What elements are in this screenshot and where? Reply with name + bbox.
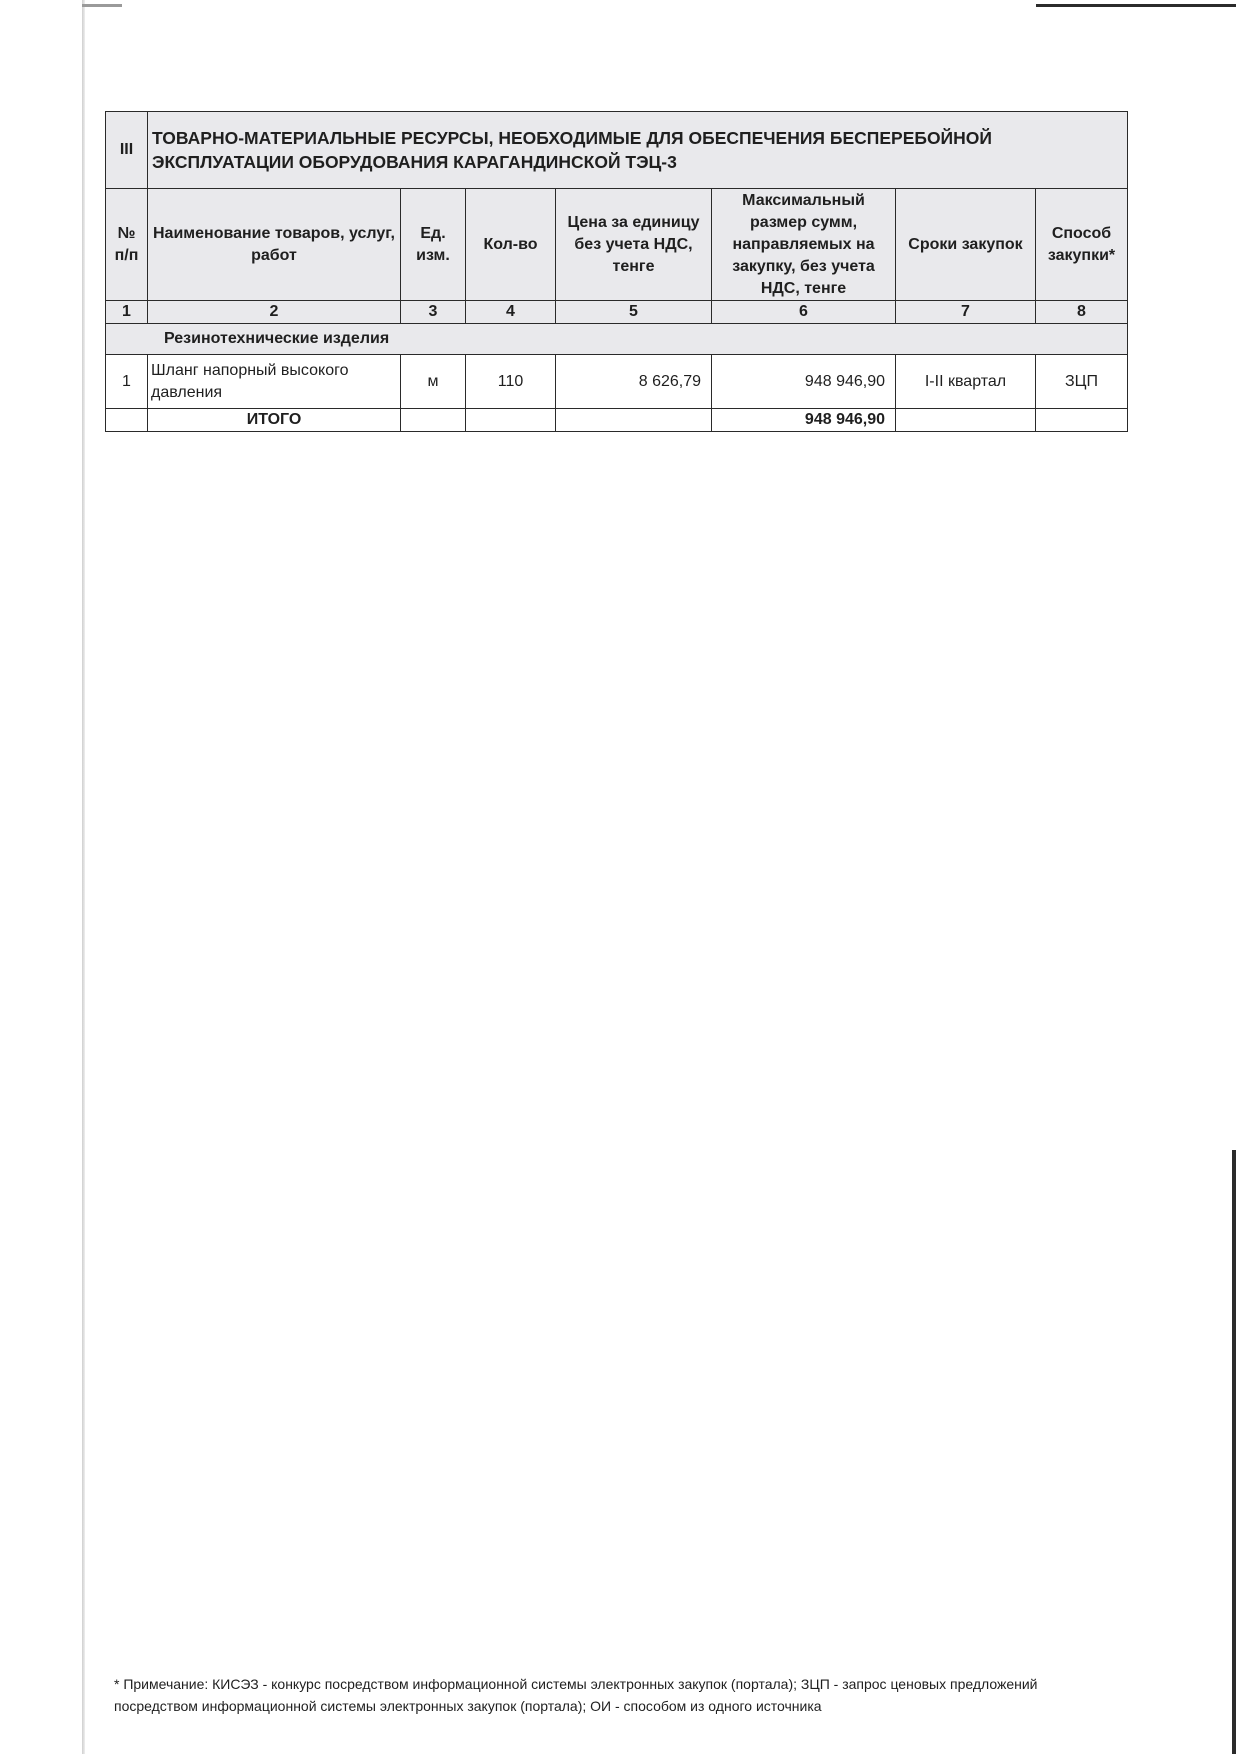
column-number: 6 (712, 301, 896, 324)
column-number: 1 (106, 301, 148, 324)
header-max-amount: Максимальный размер сумм, направляемых на закупку, без учета НДС, тенге (712, 189, 896, 301)
scan-top-rule (1036, 4, 1236, 7)
row-total: 948 946,90 (712, 355, 896, 409)
footnote: * Примечание: КИСЭЗ - конкурс посредством информационной системы электронных закупок (портала); ЗЦП - запрос ценовых предложений посредством информационной системы электронных закупок (портала); ОИ - способом из одного источника (114, 1676, 1038, 1714)
row-unit: м (401, 355, 466, 409)
scan-left-edge (82, 0, 85, 1754)
column-number: 2 (148, 301, 401, 324)
total-empty-cell (896, 409, 1036, 432)
column-number-row (106, 301, 1128, 324)
table-row (106, 355, 1128, 409)
group-title: Резинотехнические изделия (106, 324, 1128, 355)
column-number: 4 (466, 301, 556, 324)
procurement-table (105, 111, 1128, 432)
row-price: 8 626,79 (556, 355, 712, 409)
total-amount: 948 946,90 (712, 409, 896, 432)
scan-top-mark (82, 4, 122, 7)
group-row (106, 324, 1128, 355)
total-row (106, 409, 1128, 432)
section-header-row (106, 112, 1128, 189)
header-qty: Кол-во (466, 189, 556, 301)
column-number: 3 (401, 301, 466, 324)
header-price: Цена за единицу без учета НДС, тенге (556, 189, 712, 301)
column-number: 5 (556, 301, 712, 324)
header-method: Способ закупки* (1036, 189, 1128, 301)
section-title: ТОВАРНО-МАТЕРИАЛЬНЫЕ РЕСУРСЫ, НЕОБХОДИМЫЕ ДЛЯ ОБЕСПЕЧЕНИЯ БЕСПЕРЕБОЙНОЙ ЭКСПЛУАТАЦИИ ОБОРУДОВАНИЯ КАРАГАНДИНСКОЙ ТЭЦ-3 (148, 112, 1128, 189)
header-unit: Ед. изм. (401, 189, 466, 301)
column-number: 7 (896, 301, 1036, 324)
row-name: Шланг напорный высокого давления (148, 355, 401, 409)
header-period: Сроки закупок (896, 189, 1036, 301)
header-name: Наименование товаров, услуг, работ (148, 189, 401, 301)
total-empty-cell (1036, 409, 1128, 432)
scan-right-edge (1232, 1150, 1236, 1754)
total-empty-cell (466, 409, 556, 432)
row-period: I-II квартал (896, 355, 1036, 409)
section-number: III (106, 112, 148, 189)
total-empty-cell (401, 409, 466, 432)
row-qty: 110 (466, 355, 556, 409)
total-empty-cell (106, 409, 148, 432)
column-number: 8 (1036, 301, 1128, 324)
total-label: ИТОГО (148, 409, 401, 432)
column-header-row (106, 189, 1128, 301)
total-empty-cell (556, 409, 712, 432)
header-num: № п/п (106, 189, 148, 301)
row-method: ЗЦП (1036, 355, 1128, 409)
row-num: 1 (106, 355, 148, 409)
